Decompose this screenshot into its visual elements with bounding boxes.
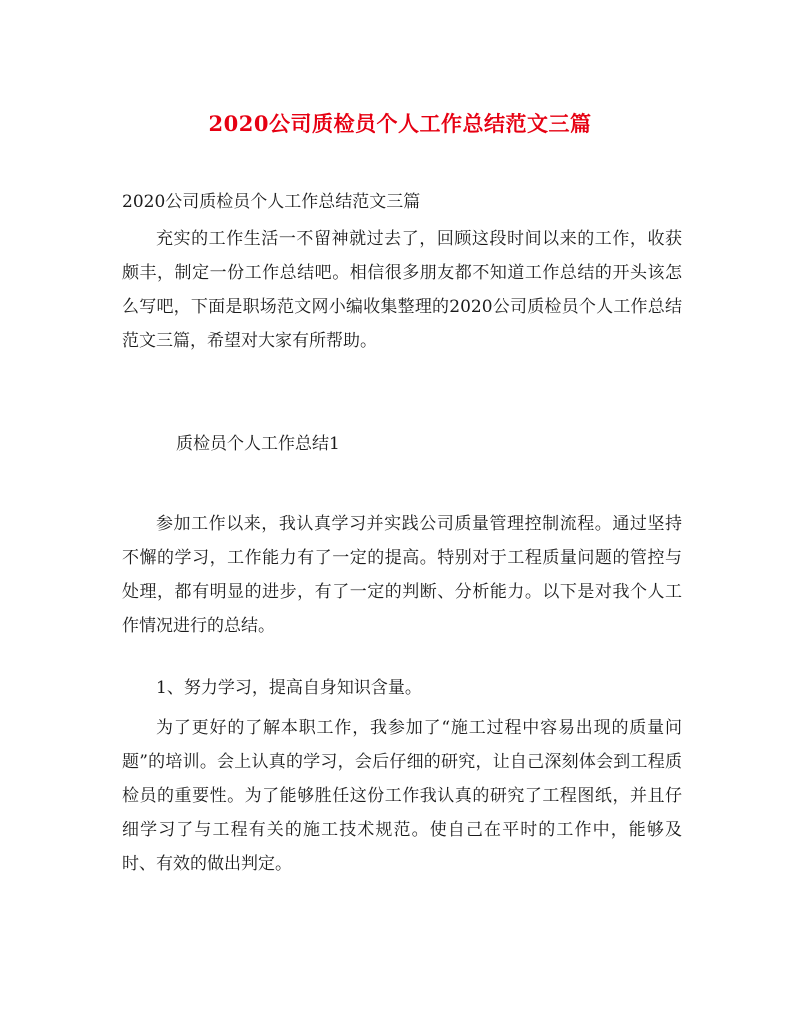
intro-paragraph: 充实的工作生活一不留神就过去了，回顾这段时间以来的工作，收获颇丰，制定一份工作总结吧。相信很多朋友都不知道工作总结的开头该怎么写吧，下面是职场范文网小编收集整理的2020公司质检员个人工作总结范文三篇，希望对大家有所帮助。 bbox=[122, 229, 682, 351]
document-subtitle: 2020公司质检员个人工作总结范文三篇 bbox=[122, 192, 421, 212]
body-paragraph-1: 参加工作以来，我认真学习并实践公司质量管理控制流程。通过坚持不懈的学习，工作能力有了一定的提高。特别对于工程质量问题的管控与处理，都有明显的进步，有了一定的判断、分析能力。以下是对我个人工作情况进行的总结。 bbox=[122, 514, 682, 636]
section-heading: 质检员个人工作总结1 bbox=[176, 434, 340, 454]
document-title: 2020公司质检员个人工作总结范文三篇 bbox=[208, 111, 592, 136]
list-point-1: 1、努力学习，提高自身知识含量。 bbox=[156, 678, 422, 698]
body-paragraph-2: 为了更好的了解本职工作，我参加了“施工过程中容易出现的质量问题”的培训。会上认真的学习，会后仔细的研究，让自己深刻体会到工程质检员的重要性。为了能够胜任这份工作我认真的研究了工程图纸，并且仔细学习了与工程有关的施工技术规范。使自己在平时的工作中，能够及时、有效的做出判定。 bbox=[122, 718, 682, 874]
